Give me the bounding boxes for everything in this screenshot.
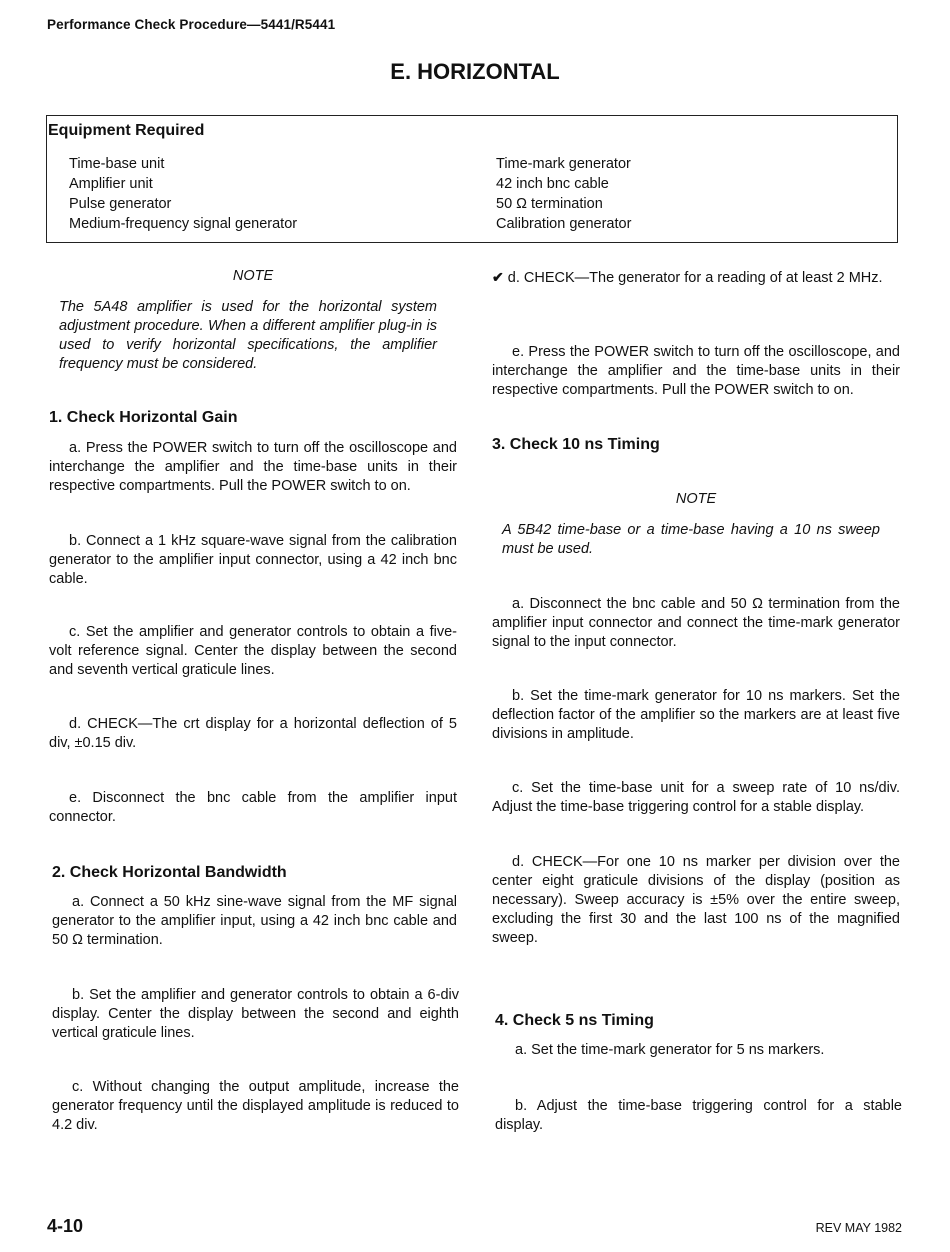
step-1b: b. Connect a 1 kHz square-wave signal from the calibration generator to the amplifier input connector, using a 42 inch bnc cable. <box>49 533 457 587</box>
step-1d: d. CHECK—The crt display for a horizontal deflection of 5 div, ±0.15 div. <box>49 716 457 751</box>
equipment-list-right <box>496 154 631 234</box>
note-title: NOTE <box>675 491 717 507</box>
equipment-item: Calibration generator <box>496 216 632 232</box>
page-header: Performance Check Procedure—5441/R5441 <box>47 17 336 32</box>
equipment-title: Equipment Required <box>48 122 205 139</box>
left-column <box>49 268 457 1168</box>
step-1a: a. Press the POWER switch to turn off the oscilloscope and interchange the amplifier and the time-base units in their respective compartments. Pull the POWER switch to on. <box>49 440 457 494</box>
step-4b: b. Adjust the time-base triggering control for a stable display. <box>495 1098 902 1133</box>
step-2e: e. Press the POWER switch to turn off the oscilloscope, and interchange the amplifier and the time-base units in their respective compartments. Pull the POWER switch to on. <box>492 344 900 398</box>
step-3b: b. Set the time-mark generator for 10 ns markers. Set the deflection factor of the amplifier so the markers are at least five divisions in amplitude. <box>492 688 900 742</box>
note-title: NOTE <box>232 268 274 284</box>
equipment-item: Time-mark generator <box>496 156 631 172</box>
check-mark-icon: ✔ <box>492 269 504 285</box>
step-3a: a. Disconnect the bnc cable and 50 Ω termination from the amplifier input connector and connect the time-mark generator signal to the input connector. <box>492 596 900 650</box>
step-heading-2: 2. Check Horizontal Bandwidth <box>52 864 287 881</box>
right-column <box>492 268 900 1168</box>
step-heading-3: 3. Check 10 ns Timing <box>492 436 660 453</box>
step-2d-text: d. CHECK—The generator for a reading of at least 2 MHz. <box>507 270 883 286</box>
revision-date: REV MAY 1982 <box>815 1221 902 1235</box>
step-2d <box>492 268 900 288</box>
step-2a: a. Connect a 50 kHz sine-wave signal from the MF signal generator to the amplifier input, using a 42 inch bnc cable and 50 Ω termination. <box>52 894 457 948</box>
equipment-item: Time-base unit <box>69 156 165 172</box>
step-heading-4: 4. Check 5 ns Timing <box>495 1012 654 1029</box>
step-2b: b. Set the amplifier and generator controls to obtain a 6-div display. Center the display between the second and eighth vertical graticule lines. <box>52 987 459 1041</box>
step-2c: c. Without changing the output amplitude, increase the generator frequency until the displayed amplitude is reduced to 4.2 div. <box>52 1079 459 1133</box>
note-body: The 5A48 amplifier is used for the horizontal system adjustment procedure. When a different amplifier plug-in is used to verify horizontal specifications, the amplifier frequency must be considered. <box>59 299 437 372</box>
step-1c: c. Set the amplifier and generator controls to obtain a five-volt reference signal. Center the display between the second and seventh vertical graticule lines. <box>49 624 457 678</box>
equipment-list-left <box>69 154 297 234</box>
step-4a: a. Set the time-mark generator for 5 ns markers. <box>515 1042 825 1058</box>
step-3c: c. Set the time-base unit for a sweep rate of 10 ns/div. Adjust the time-base triggering control for a stable display. <box>492 780 900 815</box>
step-3d: d. CHECK—For one 10 ns marker per division over the center eight graticule divisions of the display (position as necessary). Sweep accuracy is ±5% over the entire sweep, excluding the first 30 and the last 100 ns of the magnified sweep. <box>492 854 900 946</box>
equipment-box <box>46 115 898 243</box>
step-heading-1: 1. Check Horizontal Gain <box>49 409 238 426</box>
equipment-item: 50 Ω termination <box>496 196 603 212</box>
step-1e: e. Disconnect the bnc cable from the amplifier input connector. <box>49 790 457 825</box>
equipment-item: Medium-frequency signal generator <box>69 216 298 232</box>
note-body: A 5B42 time-base or a time-base having a 10 ns sweep must be used. <box>502 522 880 557</box>
section-title: E. HORIZONTAL <box>390 59 560 84</box>
equipment-item: Pulse generator <box>69 196 172 212</box>
equipment-item: 42 inch bnc cable <box>496 176 609 192</box>
page-number: 4-10 <box>47 1216 84 1236</box>
equipment-item: Amplifier unit <box>69 176 153 192</box>
